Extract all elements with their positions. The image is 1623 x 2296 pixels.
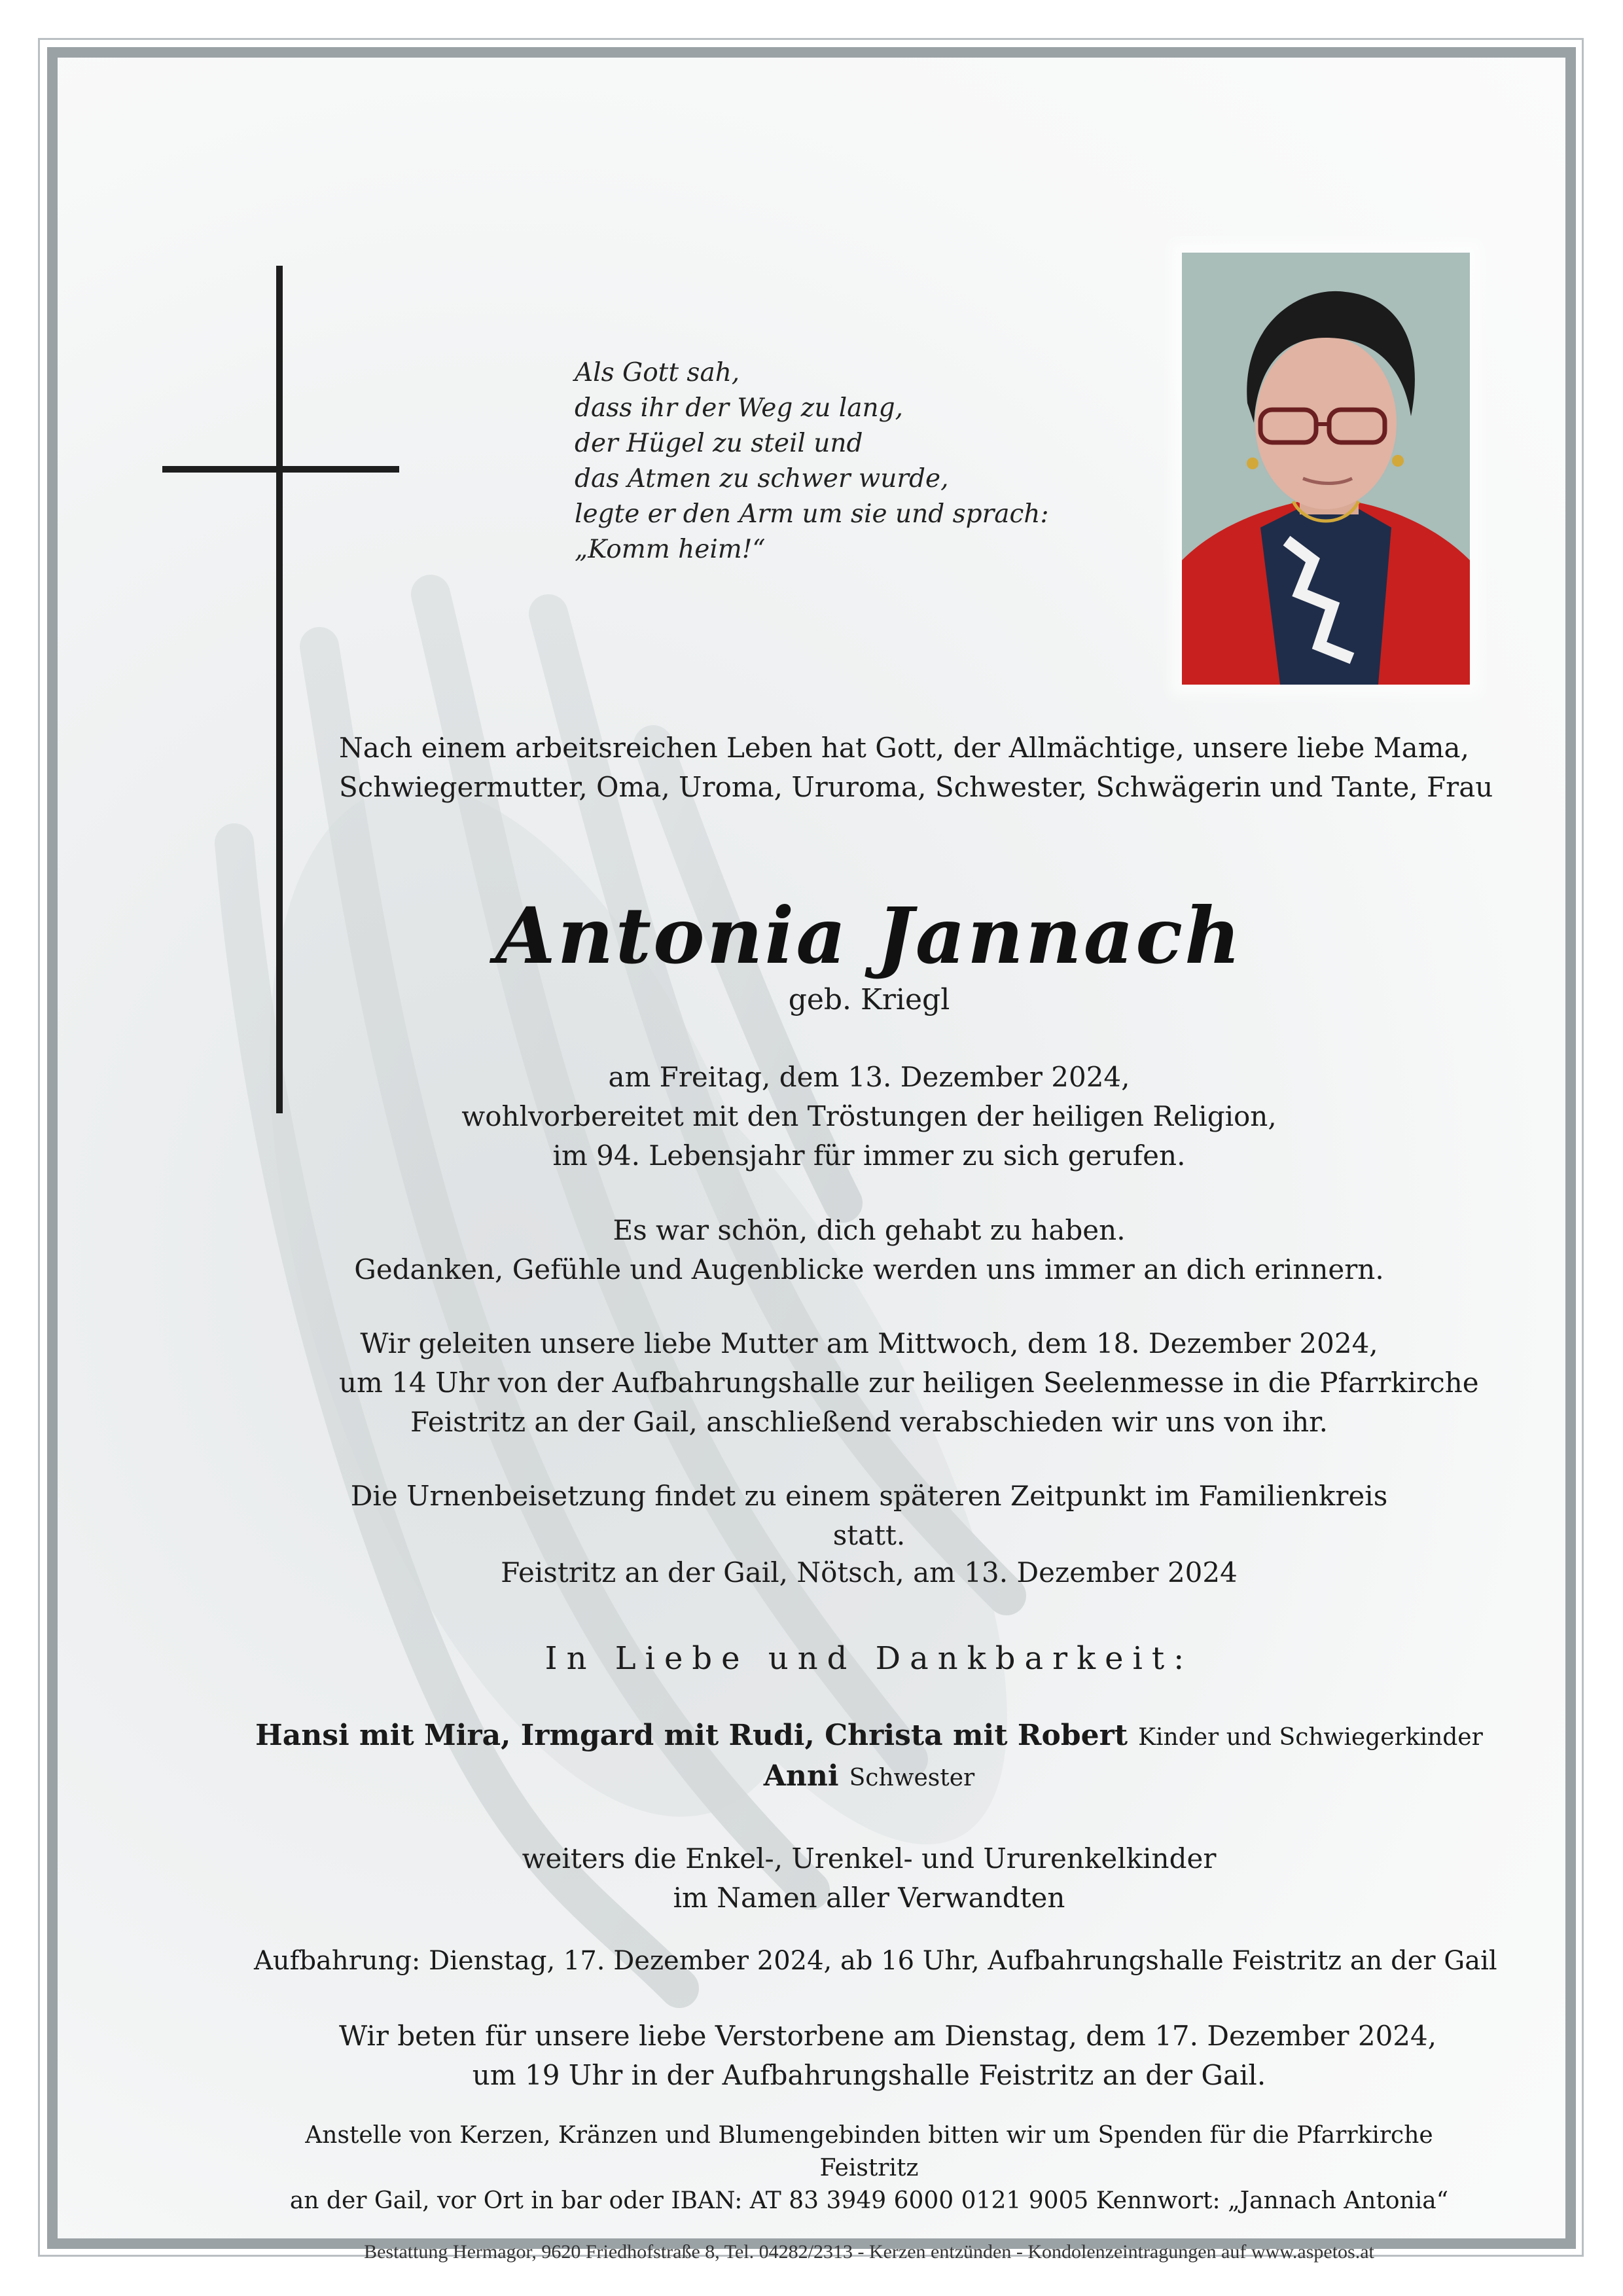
mourner-row [254, 1759, 1484, 1793]
death-notice [339, 1058, 1399, 1175]
funeral-line: um 14 Uhr von der Aufbahrungshalle zur heiligen Seelenmesse in die Pfarrkirche [339, 1367, 1479, 1399]
prayer-line: um 19 Uhr in der Aufbahrungshalle Feistritz an der Gail. [472, 2059, 1266, 2091]
prayer-line: Wir beten für unsere liebe Verstorbene am Dienstag, dem 17. Dezember 2024, [339, 2020, 1437, 2052]
cross-vertical [276, 266, 283, 1113]
donation-text [274, 2119, 1465, 2217]
poem-line: der Hügel zu steil und [575, 429, 863, 458]
relatives-line: im Namen aller Verwandten [673, 1882, 1065, 1914]
death-line: am Freitag, dem 13. Dezember 2024, [608, 1061, 1130, 1093]
poem-line: „Komm heim!“ [575, 535, 766, 564]
mourner-role: Kinder und Schwiegerkinder [1138, 1724, 1483, 1751]
memory-line: Gedanken, Gefühle und Augenblicke werden uns immer an dich erinnern. [354, 1253, 1384, 1285]
obituary-page [47, 47, 1576, 2263]
funeral-line: Wir geleiten unsere liebe Mutter am Mittwoch, dem 18. Dezember 2024, [360, 1327, 1378, 1359]
cross-horizontal [162, 466, 399, 473]
deceased-name: Antonia Jannach [495, 890, 1243, 981]
mourner-names: Hansi mit Mira, Irmgard mit Rudi, Christa mit Robert [255, 1719, 1128, 1752]
poem-line: legte er den Arm um sie und sprach: [575, 499, 1049, 529]
footer-credits: Bestattung Hermagor, 9620 Friedhofstraße 8, Tel. 04282/2313 - Kerzen entzünden - Kondolenzeintragungen auf www.aspetos.at [364, 2241, 1374, 2263]
intro-text [339, 728, 1493, 807]
intro-line: Schwiegermutter, Oma, Uroma, Ururoma, Schwester, Schwägerin und Tante, Frau [339, 771, 1493, 803]
maiden-name: geb. Kriegl [788, 983, 950, 1016]
poem-line: Als Gott sah, [575, 358, 740, 387]
death-line: im 94. Lebensjahr für immer zu sich gerufen. [552, 1139, 1186, 1172]
viewing-text: Aufbahrung: Dienstag, 17. Dezember 2024, ab 16 Uhr, Aufbahrungshalle Feistritz an der Gail [254, 1946, 1497, 1976]
place-date: Feistritz an der Gail, Nötsch, am 13. Dezember 2024 [501, 1556, 1238, 1588]
memory-line: Es war schön, dich gehabt zu haben. [613, 1214, 1126, 1246]
gratitude-heading: In Liebe und Dankbarkeit: [544, 1640, 1194, 1677]
portrait-photo [1182, 253, 1470, 685]
donation-line: an der Gail, vor Ort in bar oder IBAN: AT 83 3949 6000 0121 9005 Kennwort: „Jannach Antonia“ [289, 2187, 1449, 2214]
relatives-text [339, 1839, 1399, 1918]
urn-text: Die Urnenbeisetzung findet zu einem späteren Zeitpunkt im Familienkreis statt. [350, 1480, 1388, 1551]
prayer-text [339, 2017, 1437, 2095]
portrait-illustration [1182, 253, 1470, 685]
poem [575, 355, 1072, 567]
donation-line: Anstelle von Kerzen, Kränzen und Blumengebinden bitten wir um Spenden für die Pfarrkirche Feistritz [305, 2122, 1433, 2181]
funeral-text [339, 1324, 1479, 1442]
relatives-line: weiters die Enkel-, Urenkel- und Ururenkelkinder [522, 1842, 1217, 1874]
mourner-row [254, 1719, 1484, 1752]
poem-line: das Atmen zu schwer wurde, [575, 464, 949, 493]
death-line: wohlvorbereitet mit den Tröstungen der heiligen Religion, [461, 1100, 1277, 1132]
mourner-names: Anni [763, 1759, 839, 1793]
intro-line: Nach einem arbeitsreichen Leben hat Gott, der Allmächtige, unsere liebe Mama, [339, 732, 1469, 764]
memory-text [339, 1211, 1399, 1289]
funeral-line: Feistritz an der Gail, anschließend verabschieden wir uns von ihr. [410, 1406, 1328, 1438]
mourner-role: Schwester [849, 1765, 975, 1791]
poem-line: dass ihr der Weg zu lang, [575, 393, 903, 423]
